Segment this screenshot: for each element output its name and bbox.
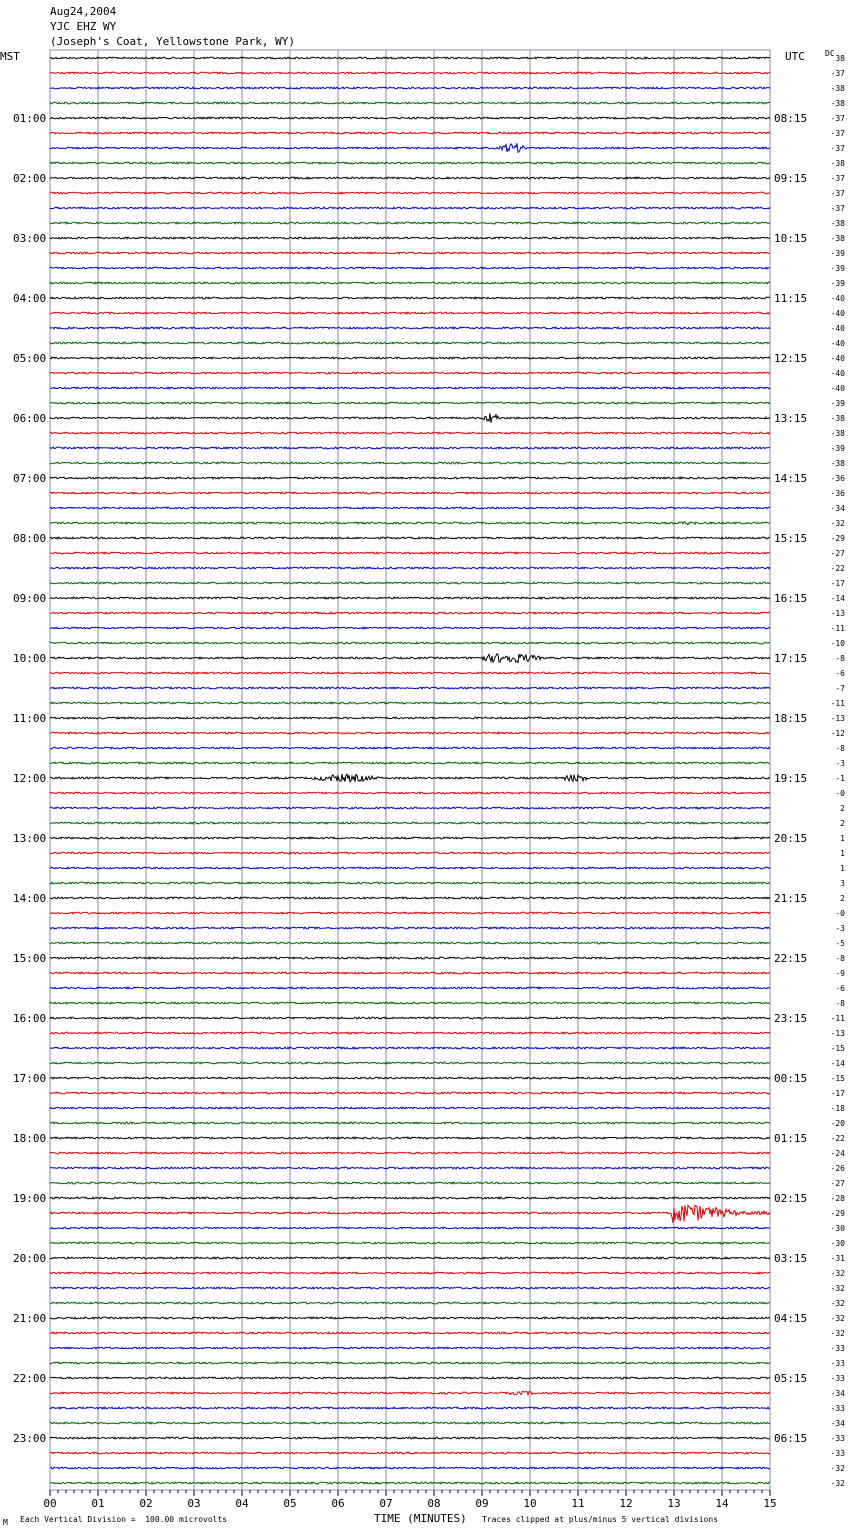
x-tick-label: 08 [427,1497,441,1510]
dc-offset-label: -39 [830,399,845,408]
dc-offset-label: -30 [830,1239,845,1248]
dc-offset-label: -28 [830,1194,845,1203]
dc-offset-label: -0 [835,909,845,918]
trace-row [50,1062,770,1064]
trace-row [50,1287,770,1289]
dc-offset-label: -5 [835,939,845,948]
trace-row [50,867,770,869]
trace-row [50,192,770,194]
trace-row [50,957,770,959]
dc-offset-label: -37 [830,144,845,153]
dc-offset-label: -32 [830,1329,845,1338]
trace-row [50,87,770,89]
trace-row [50,372,770,374]
trace-row [50,1332,770,1334]
dc-offset-label: -32 [830,1479,845,1488]
trace-row [50,1152,770,1154]
trace-row [50,1122,770,1124]
trace-row [50,282,770,284]
dc-offset-label: -22 [830,1134,845,1143]
mst-hour-label: 17:00 [13,1072,47,1085]
dc-offset-label: -10 [830,639,845,648]
dc-offset-label: -37 [830,174,845,183]
x-tick-label: 02 [139,1497,153,1510]
utc-hour-label: 01:15 [774,1132,808,1145]
trace-row [50,312,770,314]
utc-hour-label: 04:15 [774,1312,808,1325]
x-tick-label: 00 [43,1497,57,1510]
dc-offset-label: 1 [840,834,845,843]
trace-row [50,852,770,854]
trace-row [50,1002,770,1004]
dc-offset-label: -1 [835,774,845,783]
trace-row [50,1257,770,1259]
trace-row [50,1137,770,1139]
dc-offset-label: -6 [835,669,845,678]
trace-row [50,297,770,299]
dc-offset-label: -33 [830,1374,845,1383]
trace-row [50,1317,770,1319]
dc-offset-label: -34 [830,504,845,513]
dc-offset-label: -13 [830,714,845,723]
trace-row [50,327,770,329]
dc-offset-label: -27 [830,549,845,558]
dc-offset-label: -6 [835,984,845,993]
dc-offset-label: -32 [830,519,845,528]
x-tick-label: 03 [187,1497,201,1510]
trace-row [50,747,770,749]
dc-offset-label: -39 [830,279,845,288]
trace-row [50,537,770,539]
trace-row [50,732,770,734]
trace-row [50,807,770,809]
utc-hour-label: 17:15 [774,652,808,665]
dc-offset-label: 38 [835,54,845,63]
location-title: (Joseph's Coat, Yellowstone Park, WY) [50,35,296,48]
dc-offset-label: -39 [830,249,845,258]
dc-offset-label: -37 [830,114,845,123]
dc-offset-label: 1 [840,864,845,873]
dc-offset-label: -13 [830,609,845,618]
utc-hour-label: 02:15 [774,1192,808,1205]
dc-offset-label: -29 [830,534,845,543]
utc-hour-label: 14:15 [774,472,808,485]
dc-offset-label: -14 [830,1059,845,1068]
x-tick-label: 04 [235,1497,249,1510]
trace-row [50,1047,770,1049]
dc-offset-label: 2 [840,894,845,903]
dc-offset-label: 3 [840,879,845,888]
x-tick-label: 12 [619,1497,633,1510]
trace-row [50,972,770,974]
utc-hour-label: 22:15 [774,952,808,965]
trace-row [50,252,770,254]
trace-row [50,1391,770,1395]
mst-hour-label: 01:00 [13,112,47,125]
utc-hour-label: 21:15 [774,892,808,905]
trace-row [50,687,770,689]
utc-hour-label: 19:15 [774,772,808,785]
trace-row [50,582,770,584]
trace-row [50,717,770,719]
trace-row [50,507,770,509]
utc-hour-label: 00:15 [774,1072,808,1085]
trace-row [50,1092,770,1094]
trace-row [50,1347,770,1349]
trace-row [50,762,770,764]
dc-offset-label: -17 [830,1089,845,1098]
date-title: Aug24,2004 [50,5,117,18]
dc-offset-label: -11 [830,624,845,633]
dc-offset-label: -15 [830,1074,845,1083]
trace-row [50,1167,770,1169]
x-tick-label: 06 [331,1497,345,1510]
dc-offset-label: -13 [830,1029,845,1038]
dc-offset-label: -40 [830,384,845,393]
trace-row [50,102,770,104]
utc-hour-label: 23:15 [774,1012,808,1025]
trace-row [50,927,770,929]
dc-offset-label: -40 [830,324,845,333]
trace-row [50,477,770,479]
utc-label: UTC [785,50,805,63]
trace-row [50,267,770,269]
trace-row [50,1032,770,1034]
dc-offset-label: 2 [840,804,845,813]
dc-offset-label: -38 [830,459,845,468]
dc-offset-label: -29 [830,1209,845,1218]
trace-row [50,117,770,119]
trace-row [50,432,770,434]
utc-hour-label: 03:15 [774,1252,808,1265]
trace-row [50,612,770,614]
trace-row [50,567,770,569]
utc-hour-label: 09:15 [774,172,808,185]
trace-row [50,447,770,449]
dc-offset-label: -32 [830,1314,845,1323]
trace-row [50,552,770,554]
dc-offset-label: -12 [830,729,845,738]
trace-row [50,357,770,359]
trace-row [50,1077,770,1079]
trace-row [50,222,770,224]
utc-hour-label: 12:15 [774,352,808,365]
mst-hour-label: 11:00 [13,712,47,725]
mst-hour-label: 20:00 [13,1252,47,1265]
dc-offset-label: -37 [830,69,845,78]
dc-offset-label: -32 [830,1299,845,1308]
mst-hour-label: 10:00 [13,652,47,665]
dc-offset-label: -40 [830,354,845,363]
x-tick-label: 01 [91,1497,105,1510]
trace-row [50,1182,770,1184]
trace-row [50,1197,770,1199]
dc-offset-label: -9 [835,969,845,978]
dc-offset-label: -38 [830,219,845,228]
dc-offset-label: -24 [830,1149,845,1158]
dc-offset-label: -40 [830,309,845,318]
dc-offset-label: -18 [830,1104,845,1113]
x-tick-label: 05 [283,1497,297,1510]
x-tick-label: 10 [523,1497,537,1510]
trace-row [50,237,770,239]
dc-offset-label: -39 [830,264,845,273]
dc-offset-label: -40 [830,369,845,378]
x-tick-label: 07 [379,1497,393,1510]
trace-row [50,462,770,464]
mst-hour-label: 15:00 [13,952,47,965]
trace-row [50,627,770,629]
trace-row [50,162,770,164]
mst-hour-label: 19:00 [13,1192,47,1205]
dc-offset-label: -11 [830,699,845,708]
trace-row [50,342,770,344]
x-tick-label: 11 [571,1497,585,1510]
dc-offset-label: -32 [830,1269,845,1278]
x-axis-label: TIME (MINUTES) [374,1512,467,1525]
trace-row [50,882,770,884]
mst-hour-label: 02:00 [13,172,47,185]
corner-mark: M [3,1518,8,1527]
dc-offset-label: -32 [830,1464,845,1473]
utc-hour-label: 06:15 [774,1432,808,1445]
utc-hour-label: 05:15 [774,1372,808,1385]
trace-row [50,597,770,599]
dc-offset-label: -8 [835,999,845,1008]
dc-offset-label: 2 [840,819,845,828]
trace-row [50,1272,770,1274]
dc-offset-label: -38 [830,159,845,168]
station-title: YJC EHZ WY [50,20,117,33]
trace-row [50,143,770,152]
dc-offset-label: -36 [830,489,845,498]
trace-row [50,912,770,914]
dc-offset-label: -32 [830,1284,845,1293]
dc-offset-label: -33 [830,1404,845,1413]
dc-offset-label: -11 [830,1014,845,1023]
trace-row [50,1437,770,1439]
dc-offset-label: -0 [835,789,845,798]
mst-hour-label: 22:00 [13,1372,47,1385]
trace-row [50,1017,770,1019]
dc-offset-label: -14 [830,594,845,603]
dc-offset-label: -8 [835,744,845,753]
dc-offset-label: -3 [835,759,845,768]
x-tick-label: 14 [715,1497,729,1510]
dc-offset-label: -40 [830,339,845,348]
dc-offset-label: -27 [830,1179,845,1188]
trace-row [50,897,770,899]
mst-hour-label: 05:00 [13,352,47,365]
trace-row [50,792,770,794]
utc-hour-label: 13:15 [774,412,808,425]
utc-hour-label: 11:15 [774,292,808,305]
dc-offset-label: -38 [830,429,845,438]
mst-hour-label: 16:00 [13,1012,47,1025]
trace-row [50,402,770,404]
mst-hour-label: 23:00 [13,1432,47,1445]
trace-row [50,1482,770,1484]
trace-row [50,1362,770,1364]
utc-hour-label: 10:15 [774,232,808,245]
trace-row [50,702,770,704]
dc-offset-label: -33 [830,1449,845,1458]
dc-offset-label: -38 [830,414,845,423]
trace-row [50,1242,770,1244]
dc-offset-label: -8 [835,654,845,663]
trace-row [50,1227,770,1229]
trace-row [50,774,770,782]
dc-offset-label: -8 [835,954,845,963]
trace-row [50,1452,770,1454]
dc-offset-label: -39 [830,444,845,453]
trace-row [50,132,770,134]
mst-label: MST [0,50,20,63]
trace-row [50,177,770,179]
utc-hour-label: 08:15 [774,112,808,125]
dc-label: DC [825,49,835,58]
mst-hour-label: 03:00 [13,232,47,245]
mst-hour-label: 08:00 [13,532,47,545]
dc-offset-label: -38 [830,99,845,108]
trace-row [50,942,770,944]
dc-offset-label: -3 [835,924,845,933]
mst-hour-label: 14:00 [13,892,47,905]
x-tick-label: 15 [763,1497,777,1510]
clip-note: Traces clipped at plus/minus 5 vertical divisions [482,1515,719,1524]
mst-hour-label: 21:00 [13,1312,47,1325]
utc-hour-label: 16:15 [774,592,808,605]
trace-row [50,522,770,525]
dc-offset-label: -33 [830,1434,845,1443]
trace-row [50,492,770,494]
mst-hour-label: 07:00 [13,472,47,485]
dc-offset-label: -30 [830,1224,845,1233]
dc-offset-label: -15 [830,1044,845,1053]
dc-offset-label: -37 [830,129,845,138]
mst-hour-label: 13:00 [13,832,47,845]
dc-offset-label: -38 [830,84,845,93]
trace-row [50,654,770,663]
x-tick-label: 13 [667,1497,681,1510]
trace-row [50,1467,770,1469]
dc-offset-label: -37 [830,189,845,198]
dc-offset-label: -37 [830,204,845,213]
trace-row [50,57,770,59]
trace-row [50,1422,770,1424]
dc-offset-label: -31 [830,1254,845,1263]
dc-offset-label: -38 [830,234,845,243]
utc-hour-label: 20:15 [774,832,808,845]
trace-row [50,987,770,989]
trace-row [50,72,770,74]
trace-row [50,413,770,422]
trace-row [50,1407,770,1409]
dc-offset-label: -22 [830,564,845,573]
dc-offset-label: -33 [830,1344,845,1353]
scale-note: Each Vertical Division = 100.00 microvolts [20,1515,228,1524]
utc-hour-label: 15:15 [774,532,808,545]
trace-row [50,822,770,824]
trace-row [50,642,770,644]
trace-row [50,1302,770,1304]
dc-offset-label: -36 [830,474,845,483]
trace-row [50,837,770,839]
trace-row [50,672,770,674]
x-tick-label: 09 [475,1497,489,1510]
dc-offset-label: -17 [830,579,845,588]
mst-hour-label: 18:00 [13,1132,47,1145]
trace-row [50,1107,770,1109]
dc-offset-label: -34 [830,1389,845,1398]
dc-offset-label: -26 [830,1164,845,1173]
trace-row [50,387,770,389]
trace-row [50,1205,770,1223]
mst-hour-label: 12:00 [13,772,47,785]
trace-row [50,1377,770,1379]
utc-hour-label: 18:15 [774,712,808,725]
mst-hour-label: 04:00 [13,292,47,305]
dc-offset-label: -33 [830,1359,845,1368]
dc-offset-label: -7 [835,684,845,693]
dc-offset-label: -34 [830,1419,845,1428]
dc-offset-label: -40 [830,294,845,303]
dc-offset-label: 1 [840,849,845,858]
mst-hour-label: 06:00 [13,412,47,425]
trace-row [50,207,770,209]
mst-hour-label: 09:00 [13,592,47,605]
dc-offset-label: -20 [830,1119,845,1128]
